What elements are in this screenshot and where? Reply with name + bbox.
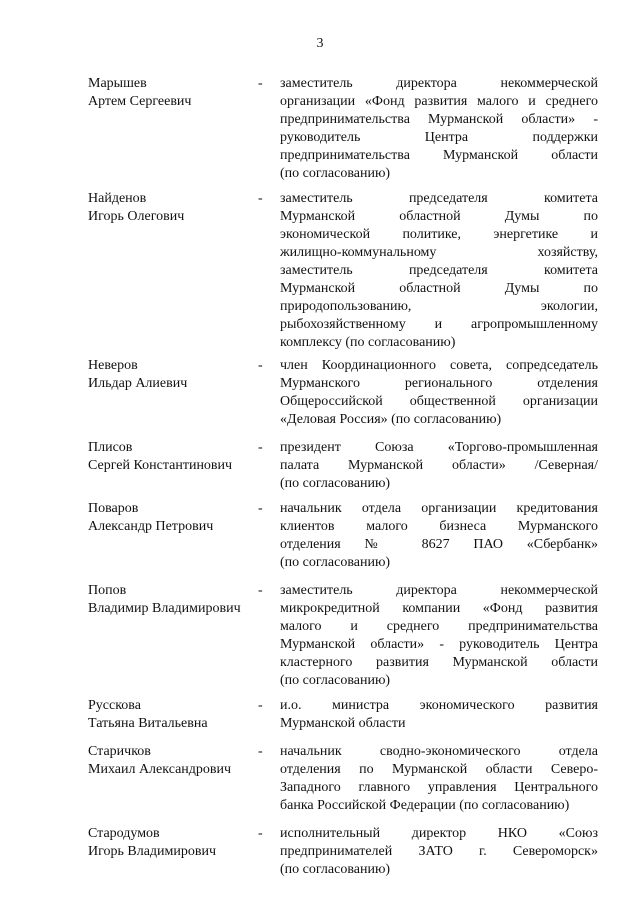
member-surname: Плисов: [88, 440, 133, 455]
position-line: предпринимателей ЗАТО г. Североморск»: [280, 844, 598, 859]
member-position: [280, 75, 598, 183]
position-line: (по согласованию): [280, 673, 391, 688]
position-line: Мурманской областной Думы по: [280, 209, 598, 224]
separator-dash: -: [258, 501, 263, 516]
separator-dash: -: [258, 440, 263, 455]
member-position: [280, 825, 598, 879]
member-position: [280, 582, 598, 690]
position-line: комплексу (по согласованию): [280, 335, 456, 350]
position-line: «Деловая Россия» (по согласованию): [280, 412, 502, 427]
position-line: заместитель председателя комитета: [280, 263, 598, 278]
position-line: заместитель директора некоммерческой: [280, 76, 598, 91]
member-name: [88, 500, 256, 536]
member-given-names: Татьяна Витальевна: [88, 716, 208, 731]
separator-dash: -: [258, 744, 263, 759]
position-line: Мурманского регионального отделения: [280, 376, 598, 391]
member-given-names: Михаил Александрович: [88, 762, 232, 777]
member-position: [280, 357, 598, 429]
position-line: и.о. министра экономического развития: [280, 698, 598, 713]
member-position: [280, 697, 598, 733]
separator-dash: -: [258, 826, 263, 841]
member-name: [88, 75, 256, 111]
member-surname: Марышев: [88, 76, 147, 91]
position-line: микрокредитной компании «Фонд развития: [280, 601, 598, 616]
position-line: малого и среднего предпринимательства: [280, 619, 598, 634]
position-line: клиентов малого бизнеса Мурманского: [280, 519, 598, 534]
member-position: [280, 439, 598, 493]
position-line: исполнительный директор НКО «Союз: [280, 826, 598, 841]
member-position: [280, 500, 598, 572]
member-name: [88, 825, 256, 861]
position-line: (по согласованию): [280, 476, 391, 491]
position-line: отделения по Мурманской области Северо-: [280, 762, 598, 777]
position-line: (по согласованию): [280, 166, 391, 181]
position-line: (по согласованию): [280, 862, 391, 877]
member-given-names: Ильдар Алиевич: [88, 376, 188, 391]
member-given-names: Владимир Владимирович: [88, 601, 241, 616]
position-line: Общероссийской общественной организации: [280, 394, 598, 409]
position-line: отделения № 8627 ПАО «Сбербанк»: [280, 537, 598, 552]
position-line: предпринимательства Мурманской области» -: [280, 112, 598, 127]
position-line: жилищно-коммунальному хозяйству,: [280, 245, 598, 260]
position-line: член Координационного совета, сопредседатель: [280, 358, 598, 373]
position-line: палата Мурманской области» /Северная/: [280, 458, 598, 473]
separator-dash: -: [258, 76, 263, 91]
member-name: [88, 190, 256, 226]
position-line: Западного главного управления Центрального: [280, 780, 598, 795]
position-line: банка Российской Федерации (по согласованию): [280, 798, 570, 813]
position-line: руководитель Центра поддержки: [280, 130, 598, 145]
member-given-names: Игорь Олегович: [88, 209, 185, 224]
position-line: экономической политике, энергетике и: [280, 227, 598, 242]
member-surname: Попов: [88, 583, 127, 598]
member-given-names: Игорь Владимирович: [88, 844, 217, 859]
member-given-names: Артем Сергеевич: [88, 94, 192, 109]
member-name: [88, 582, 256, 618]
position-line: заместитель директора некоммерческой: [280, 583, 598, 598]
member-surname: Старичков: [88, 744, 151, 759]
member-given-names: Александр Петрович: [88, 519, 214, 534]
position-line: рыбохозяйственному и агропромышленному: [280, 317, 598, 332]
position-line: природопользованию, экологии,: [280, 299, 598, 314]
member-surname: Найденов: [88, 191, 147, 206]
separator-dash: -: [258, 698, 263, 713]
position-line: (по согласованию): [280, 555, 391, 570]
member-position: [280, 190, 598, 352]
position-line: организации «Фонд развития малого и среднего: [280, 94, 598, 109]
position-line: кластерного развития Мурманской области: [280, 655, 598, 670]
member-name: [88, 697, 256, 733]
page-number: 3: [316, 36, 324, 51]
separator-dash: -: [258, 583, 263, 598]
member-name: [88, 439, 256, 475]
position-line: президент Союза «Торгово-промышленная: [280, 440, 598, 455]
separator-dash: -: [258, 358, 263, 373]
position-line: заместитель председателя комитета: [280, 191, 598, 206]
position-line: Мурманской областной Думы по: [280, 281, 598, 296]
member-surname: Стародумов: [88, 826, 160, 841]
member-name: [88, 743, 256, 779]
position-line: начальник отдела организации кредитования: [280, 501, 598, 516]
member-surname: Неверов: [88, 358, 138, 373]
member-surname: Поваров: [88, 501, 139, 516]
position-line: предпринимательства Мурманской области: [280, 148, 598, 163]
position-line: Мурманской области: [280, 716, 406, 731]
member-given-names: Сергей Константинович: [88, 458, 233, 473]
separator-dash: -: [258, 191, 263, 206]
member-surname: Русскова: [88, 698, 141, 713]
member-name: [88, 357, 256, 393]
position-line: начальник сводно-экономического отдела: [280, 744, 598, 759]
member-position: [280, 743, 598, 815]
position-line: Мурманской области» - руководитель Центра: [280, 637, 598, 652]
